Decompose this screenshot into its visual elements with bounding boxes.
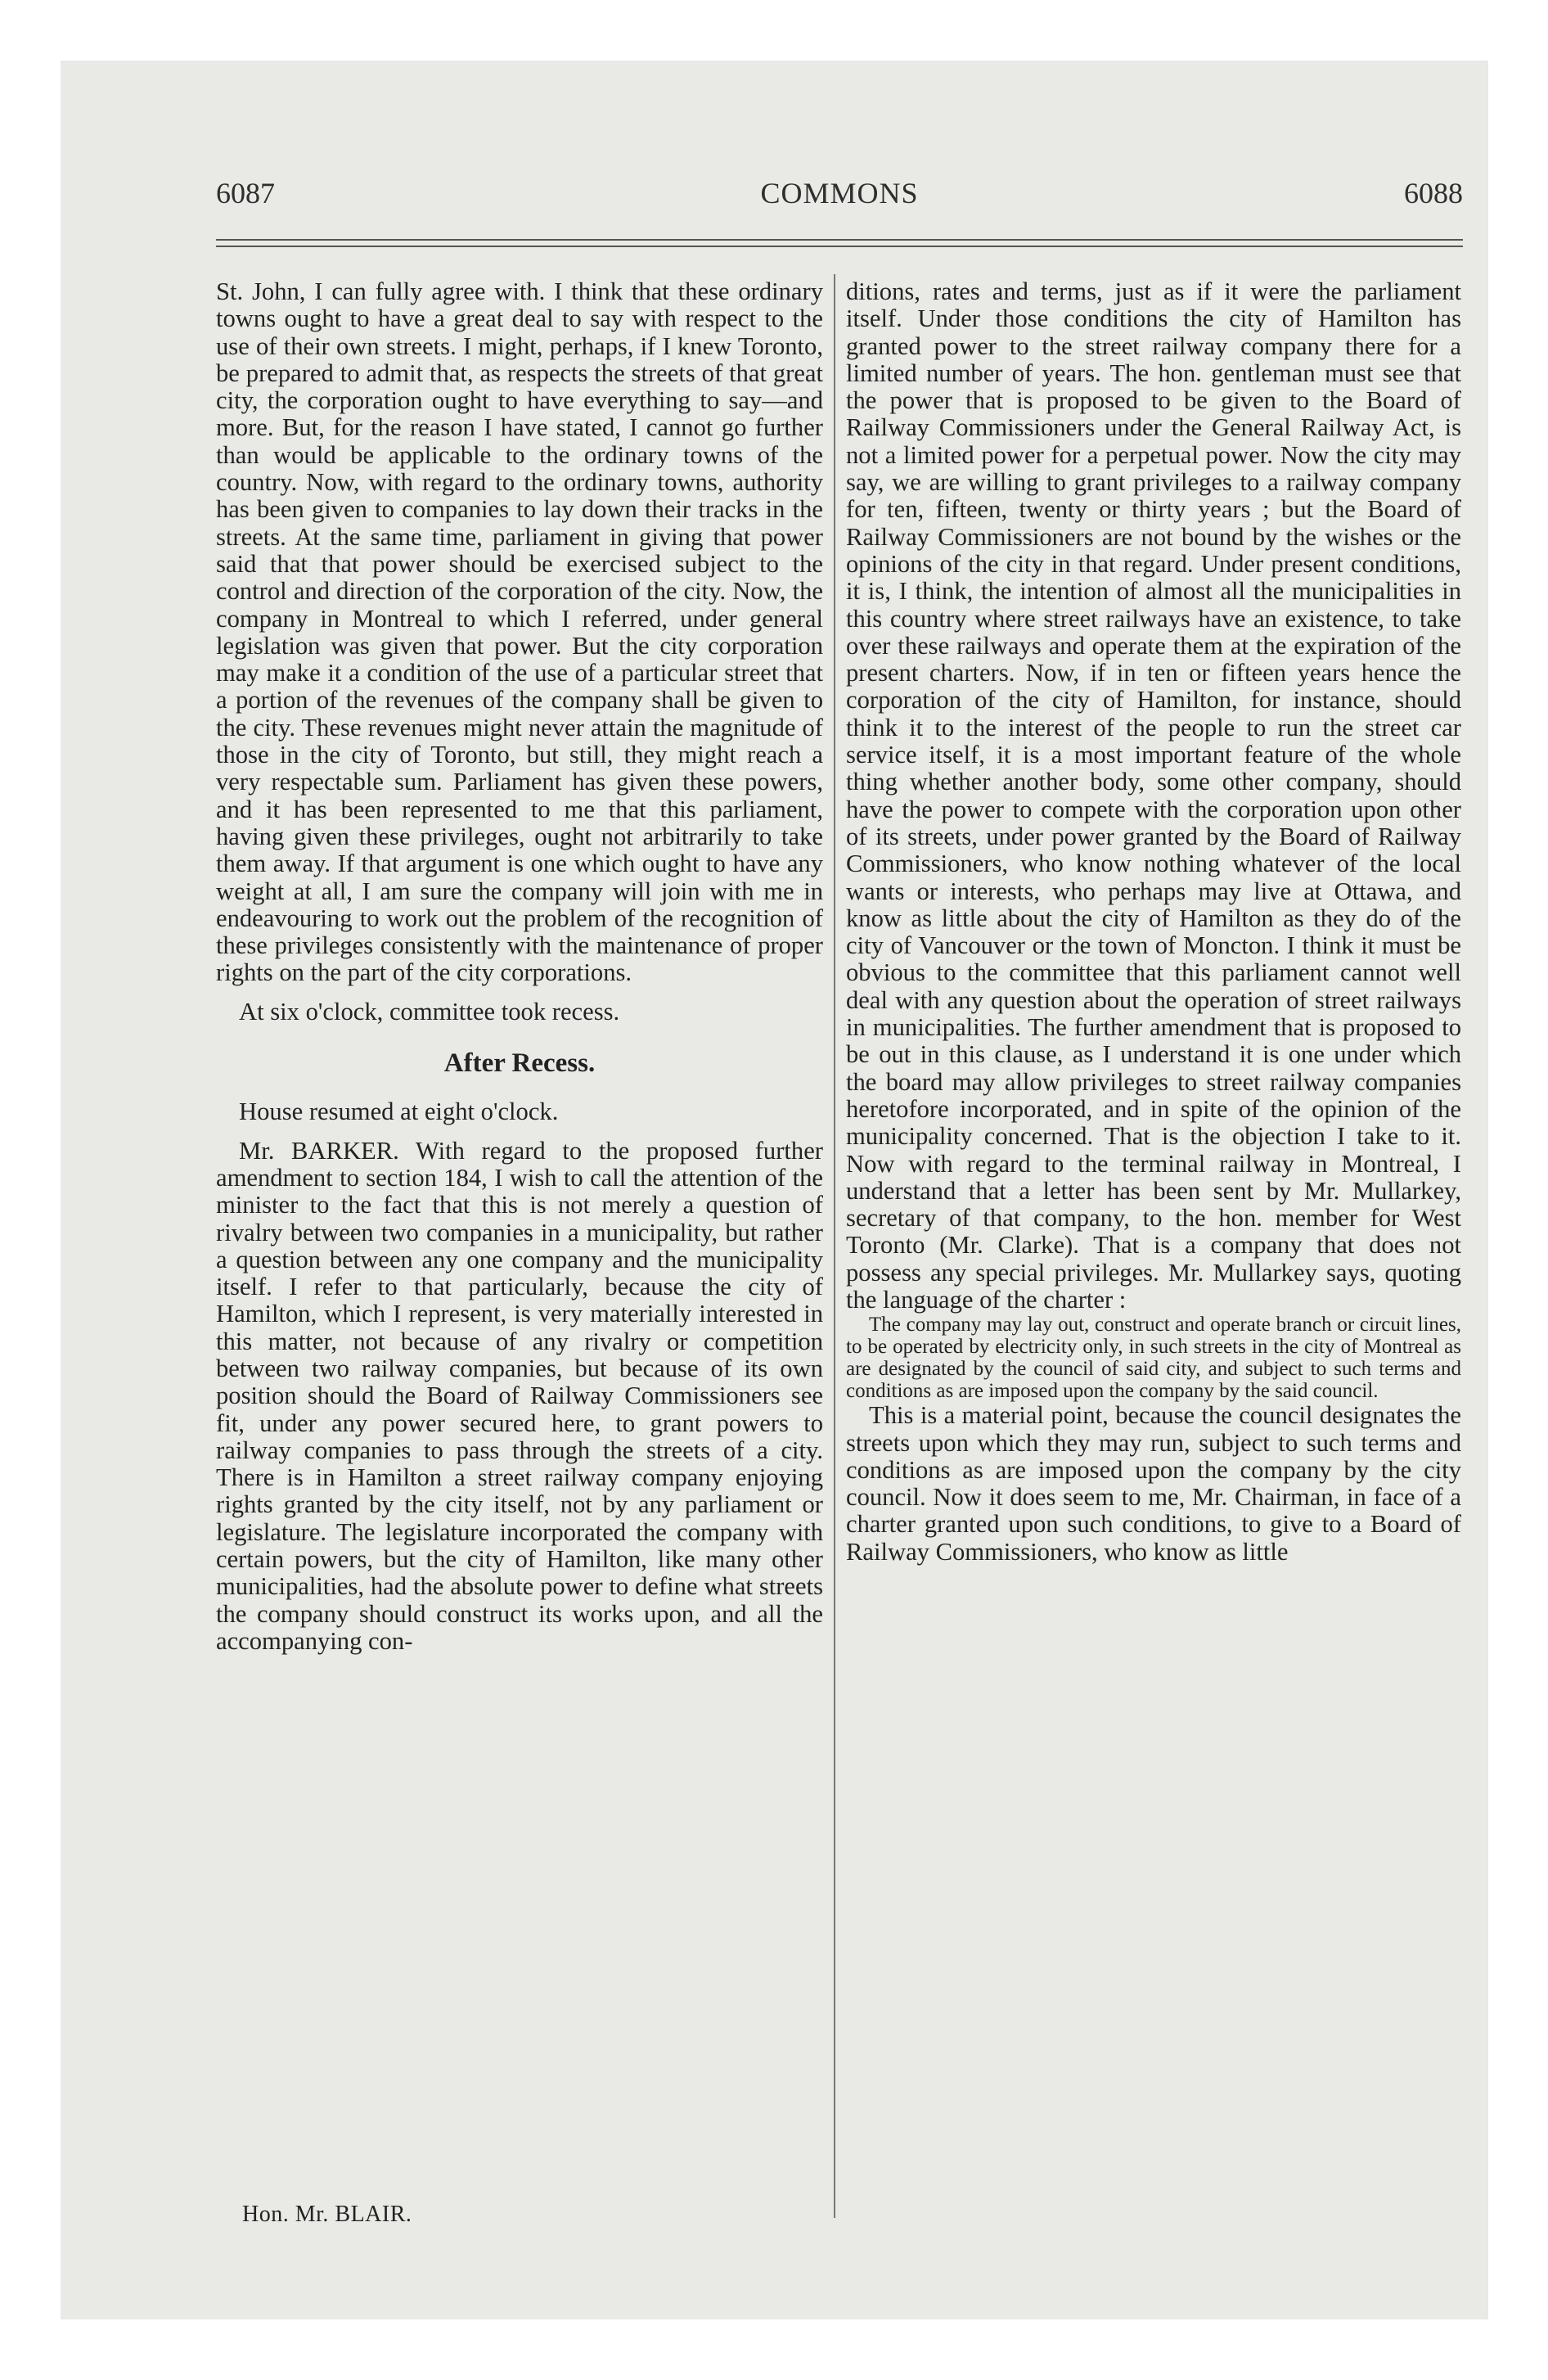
recess-note: At six o'clock, committee took recess.	[239, 997, 620, 1025]
page-header	[216, 176, 1463, 217]
left-page-number: 6087	[216, 177, 275, 210]
left-paragraph-barker: Mr. BARKER. With regard to the proposed further amendment to section 184, I wish to call the attention of the minister to the fact that this is not merely a question of rivalry between two companies in a municipality, but rather a question between any one company and the municipality itself. I refer to that particularly, because the city of Hamilton, which I represent, is very materially interested in this matter, not because of any rivalry or competition between two railway companies, but because of its own position should the Board of Railway Commissioners see fit, under any power secured here, to grant powers to railway companies to pass through the streets of a city. There is in Hamilton a street railway company enjoying rights granted by the city itself, not by any parliament or legislature. The legislature incorporated the company with certain powers, but the city of Hamilton, like many other municipalities, had the absolute power to define what streets the company should construct its works upon, and all the accompanying con-	[216, 1136, 823, 1655]
right-paragraph-2: This is a material point, because the council designates the streets upon which they may run, subject to such terms and conditions as are imposed upon the company by the city council. Now it does seem to me, Mr. Chairman, in face of a charter granted upon such conditions, to give to a Board of Railway Commissioners, who know as little	[846, 1401, 1461, 1566]
resumed-note: House resumed at eight o'clock.	[239, 1098, 559, 1126]
column-divider	[834, 274, 835, 2218]
header-rule-bottom	[216, 246, 1463, 247]
left-paragraph-1: St. John, I can fully agree with. I think that these ordinary towns ought to have a great deal to say with respect to the use of their own streets. I might, perhaps, if I knew Toronto, be prepared to admit that, as respects the streets of that great city, the corporation ought to have everything to say—and more. But, for the reason I have stated, I cannot go further than would be applicable to the ordinary towns of the country. Now, with regard to the ordinary towns, authority has been given to companies to lay down their tracks in the streets. At the same time, parliament in giving that power said that that power should be exercised subject to the control and direction of the corporation of the city. Now, the company in Montreal to which I referred, under general legislation was given that power. But the city corporation may make it a condition of the use of a particular street that a portion of the revenues of the company shall be given to the city. These revenues might never attain the magnitude of those in the city of Toronto, but still, they might reach a very respectable sum. Parliament has given these powers, and it has been represented to me that this parliament, having given these privileges, ought not arbitrarily to take them away. If that argument is one which ought to have any weight at all, I am sure the company will join with me in endeavouring to work out the problem of the recognition of these privileges consistently with the maintenance of proper rights on the part of the city corporations.	[216, 277, 823, 987]
header-rule-top	[216, 239, 1463, 241]
right-page-number: 6088	[1404, 177, 1463, 210]
left-column	[216, 278, 823, 1655]
footer-speaker: Hon. Mr. BLAIR.	[242, 2202, 412, 2227]
right-column	[846, 278, 1461, 1566]
section-heading: After Recess.	[443, 1048, 596, 1079]
charter-quote: The company may lay out, construct and operate branch or circuit lines, to be operated by electricity only, in such streets in the city of Montreal as are designated by the council of said city, and subject to such terms and conditions as are imposed upon the company by the said council.	[846, 1314, 1461, 1403]
right-paragraph-1: ditions, rates and terms, just as if it were the parliament itself. Under those conditions the city of Hamilton has granted power to the street railway company there for a limited number of years. The hon. gentleman must see that the power that is proposed to be given to the Board of Railway Commissioners under the General Railway Act, is not a limited power for a perpetual power. Now the city may say, we are willing to grant privileges to a railway company for ten, fifteen, twenty or thirty years ; but the Board of Railway Commissioners are not bound by the wishes or the opinions of the city in that regard. Under present conditions, it is, I think, the intention of almost all the municipalities in this country where street railways have an existence, to take over these railways and operate them at the expiration of the present charters. Now, if in ten or fifteen years hence the corporation of the city of Hamilton, for instance, should think it to the interest of the people to run the street car service itself, it is a most important feature of the whole thing whether another body, some other company, should have the power to compete with the corporation upon other of its streets, under power granted by the Board of Railway Commissioners, who know nothing whatever of the local wants or interests, who perhaps may live at Ottawa, and know as little about the city of Hamilton as they do of the city of Vancouver or the town of Moncton. I think it must be obvious to the committee that this parliament cannot well deal with any question about the operation of street railways in municipalities. The further amendment that is proposed to be out in this clause, as I understand it is one under which the board may allow privileges to street railway companies heretofore incorporated, and in spite of the opinion of the municipality concerned. That is the objection I take to it. Now with regard to the terminal railway in Montreal, I understand that a letter has been sent by Mr. Mullarkey, secretary of that company, to the hon. member for West Toronto (Mr. Clarke). That is a company that does not possess any special privileges. Mr. Mullarkey says, quoting the language of the charter :	[846, 277, 1461, 1314]
running-title: COMMONS	[760, 177, 919, 210]
